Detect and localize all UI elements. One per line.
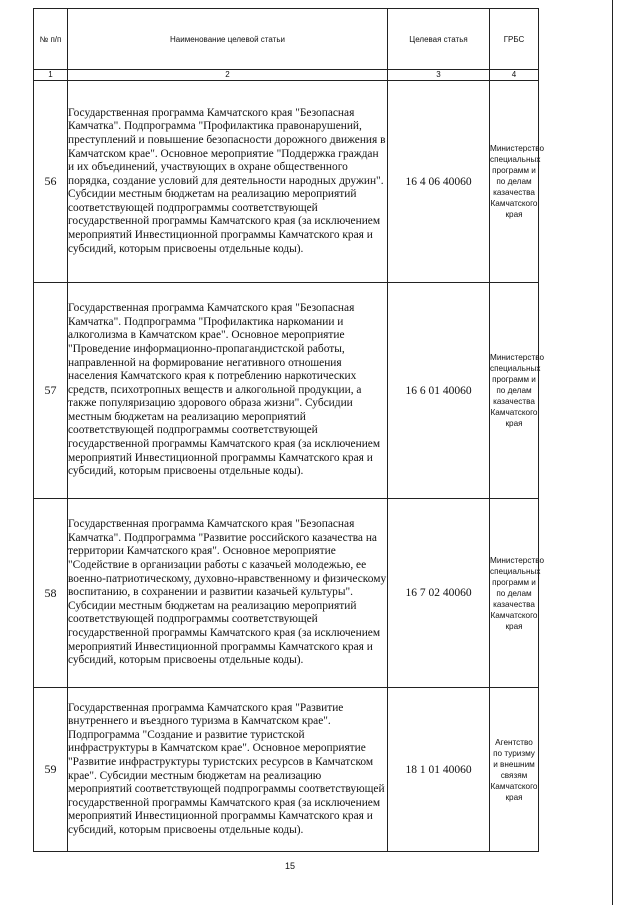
row-code: 16 4 06 40060: [388, 81, 490, 283]
row-number: 57: [34, 283, 68, 499]
row-grbs: Агентство по туризму и внешним связям Камчатского края: [490, 688, 539, 852]
row-number: 56: [34, 81, 68, 283]
column-index-2: 2: [68, 70, 388, 81]
table-row: [34, 499, 539, 688]
target-articles-table: [33, 8, 545, 852]
row-number: 59: [34, 688, 68, 852]
header-grbs: ГРБС: [490, 9, 539, 70]
row-name: Государственная программа Камчатского края "Развитие внутреннего и въездного туризма в Камчатском крае". Подпрограмма "Создание и развитие туристской инфраструктуры в Камчатском крае". Основное мероприятие "Развитие инфраструктуры туристских ресурсов в Камчатском крае". Субсидии местным бюджетам на реализацию мероприятий соответствующей подпрограммы соответствующей государственной программы Камчатского края (за исключением мероприятий Инвестиционной программы Камчатского края и субсидий, которым присвоены отдельные коды).: [68, 688, 388, 852]
row-grbs: Министерство специальных программ и по делам казачества Камчатского края: [490, 81, 539, 283]
table-row: [34, 283, 539, 499]
row-code: 16 7 02 40060: [388, 499, 490, 688]
row-grbs: Министерство специальных программ и по делам казачества Камчатского края: [490, 283, 539, 499]
header-code: Целевая статья: [388, 9, 490, 70]
row-grbs: Министерство специальных программ и по делам казачества Камчатского края: [490, 499, 539, 688]
column-index-4: 4: [490, 70, 539, 81]
row-name: Государственная программа Камчатского края "Безопасная Камчатка". Подпрограмма "Развитие российского казачества на территории Камчатского края". Основное мероприятие "Содействие в организации работы с казачьей молодежью, ее военно-патриотическому, духовно-нравственному и физическому воспитанию, в сохранении и развитии казачьей культуры". Субсидии местным бюджетам на реализацию мероприятий соответствующей подпрограммы соответствующей государственной программы Камчатского края (за исключением мероприятий Инвестиционной программы Камчатского края и субсидий, которым присвоены отдельные коды).: [68, 499, 388, 688]
header-row: [34, 9, 539, 70]
column-index-1: 1: [34, 70, 68, 81]
table-row: [34, 688, 539, 852]
table-row: [34, 81, 539, 283]
header-name: Наименование целевой статьи: [68, 9, 388, 70]
page-number: 15: [284, 861, 295, 871]
column-index-3: 3: [388, 70, 490, 81]
row-name: Государственная программа Камчатского края "Безопасная Камчатка". Подпрограмма "Профилактика правонарушений, преступлений и повышение безопасности дорожного движения в Камчатском крае". Основное мероприятие "Поддержка граждан и их объединений, участвующих в охране общественного порядка, создание условий для деятельности народных дружин". Субсидии местным бюджетам на реализацию мероприятий соответствующей подпрограммы соответствующей государственной программы Камчатского края (за исключением мероприятий Инвестиционной программы Камчатского края и субсидий, которым присвоены отдельные коды).: [68, 81, 388, 283]
row-code: 18 1 01 40060: [388, 688, 490, 852]
row-number: 58: [34, 499, 68, 688]
column-index-row: [34, 70, 539, 81]
header-number: № п/п: [34, 9, 68, 70]
row-code: 16 6 01 40060: [388, 283, 490, 499]
row-name: Государственная программа Камчатского края "Безопасная Камчатка". Подпрограмма "Профилактика наркомании и алкоголизма в Камчатском крае". Основное мероприятие "Проведение информационно-пропагандистской работы, направленной на формирование негативного отношения населения Камчатского края к потреблению наркотических средств, психотропных веществ и алкогольной продукции, а также популяризацию здорового образа жизни". Субсидии местным бюджетам на реализацию мероприятий соответствующей подпрограммы соответствующей государственной программы Камчатского края (за исключением мероприятий Инвестиционной программы Камчатского края и субсидий, которым присвоены отдельные коды).: [68, 283, 388, 499]
scan-edge-line: [612, 0, 613, 905]
